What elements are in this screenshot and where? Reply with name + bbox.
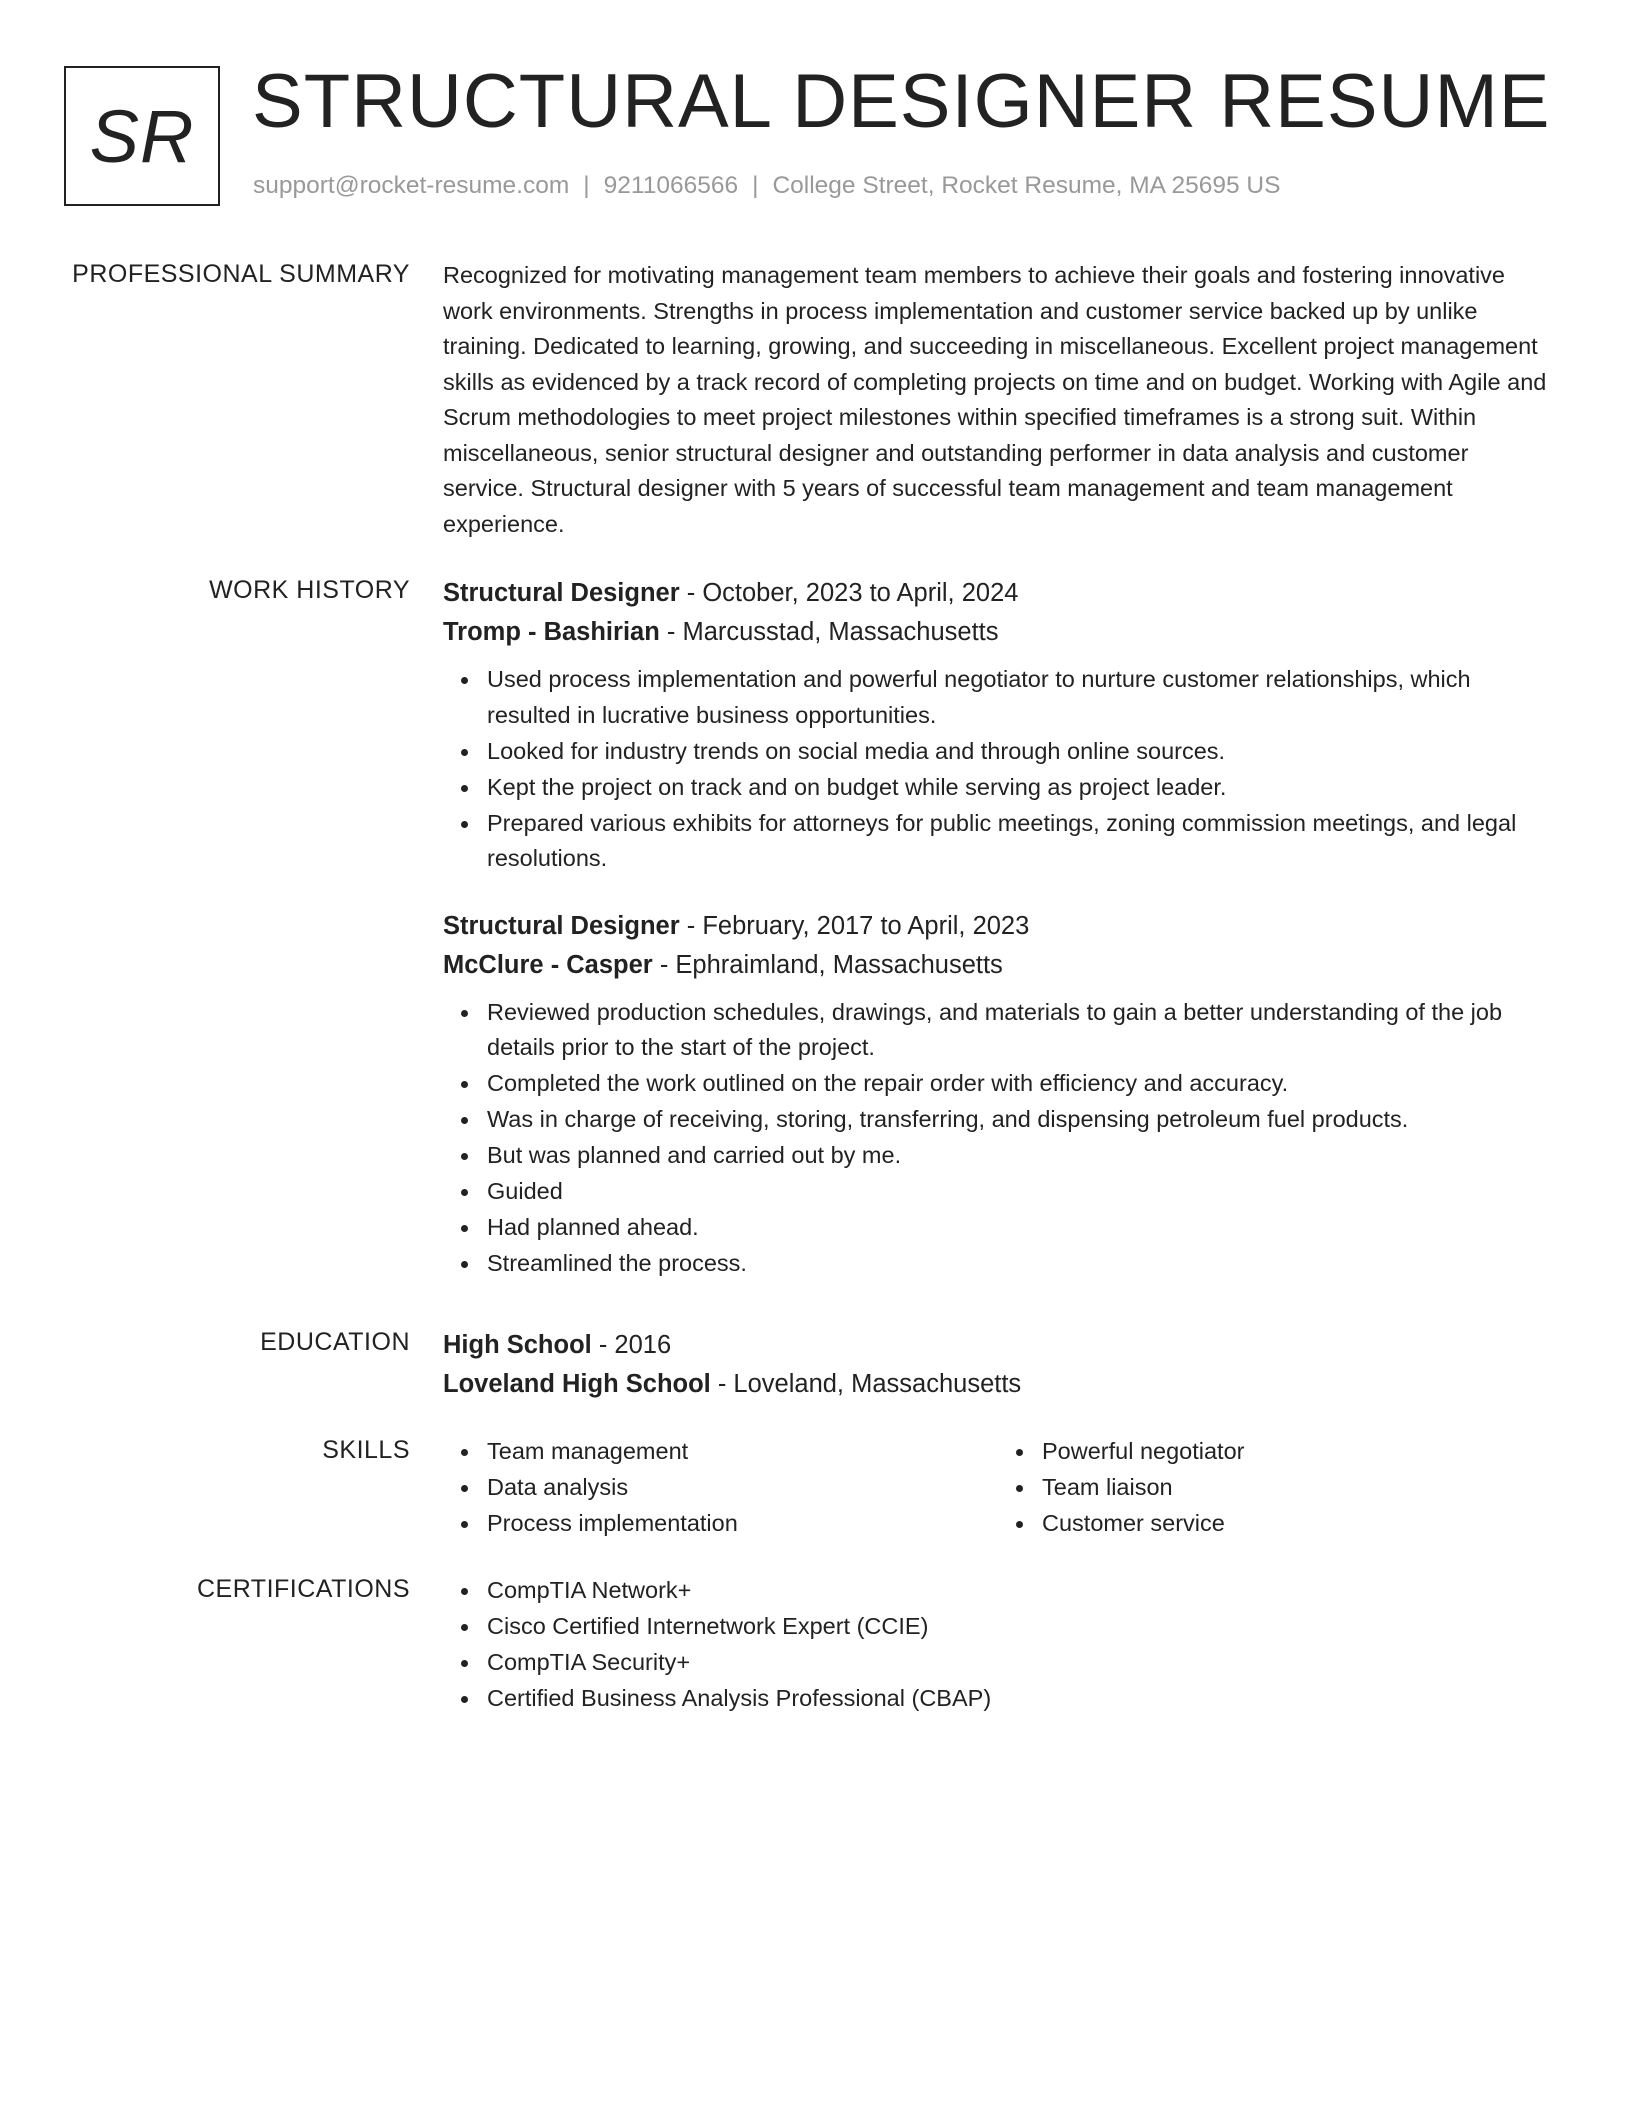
contact-phone: 9211066566 (603, 172, 739, 199)
job-dates: - October, 2023 to April, 2024 (679, 579, 1019, 607)
job-bullets (443, 662, 1553, 877)
skill-item: Team management (487, 1434, 998, 1470)
skill-item: Customer service (1042, 1506, 1553, 1542)
list-item: Streamlined the process. (487, 1246, 1553, 1282)
skills-body (443, 1434, 1553, 1542)
certification-item: CompTIA Security+ (487, 1645, 1553, 1681)
contact-line (253, 172, 1280, 200)
job-entry (443, 574, 1553, 877)
skill-item: Process implementation (487, 1506, 998, 1542)
job-title: Structural Designer (443, 579, 680, 607)
resume-title: STRUCTURAL DESIGNER RESUME (252, 59, 1551, 144)
job-company: McClure - Casper (443, 950, 653, 979)
list-item: Prepared various exhibits for attorneys for public meetings, zoning commission meetings, and legal resolutions. (487, 806, 1553, 877)
section-label-skills: SKILLS (322, 1436, 410, 1464)
section-label-certifications: CERTIFICATIONS (196, 1575, 410, 1603)
monogram-text: SR (89, 94, 195, 178)
list-item: Kept the project on track and on budget while serving as project leader. (487, 770, 1553, 806)
skill-item: Team liaison (1042, 1470, 1553, 1506)
skill-item: Data analysis (487, 1470, 998, 1506)
list-item: Completed the work outlined on the repair order with efficiency and accuracy. (487, 1066, 1553, 1102)
contact-separator: | (752, 172, 759, 199)
job-entry (443, 907, 1553, 1282)
summary-text: Recognized for motivating management team members to achieve their goals and fostering innovative work environments. Strengths in process implementation and customer service backed up by unlike training. Dedicated to learning, growing, and succeeding in miscellaneous. Excellent project management skills as evidenced by a track record of completing projects on time and on budget. Working with Agile and Scrum methodologies to meet project milestones within specified timeframes is a strong suit. Within miscellaneous, senior structural designer and outstanding performer in data analysis and customer service. Structural designer with 5 years of successful team management and team management experience. (443, 262, 1547, 537)
degree: High School (443, 1331, 592, 1359)
certification-item: Certified Business Analysis Professional (CBAP) (487, 1681, 1553, 1717)
school-name: Loveland High School (443, 1370, 711, 1398)
list-item: Guided (487, 1174, 1553, 1210)
job-company-line (443, 946, 1553, 985)
job-location: - Ephraimland, Massachusetts (652, 950, 1003, 979)
job-company: Tromp - Bashirian (443, 618, 660, 646)
job-title: Structural Designer (443, 911, 680, 940)
school-location: - Loveland, Massachusetts (710, 1370, 1022, 1398)
list-item: Looked for industry trends on social media and through online sources. (487, 734, 1553, 770)
section-label-education: EDUCATION (260, 1328, 410, 1356)
degree-year: - 2016 (591, 1331, 672, 1359)
job-title-line (443, 907, 1553, 946)
list-item: Reviewed production schedules, drawings, and materials to gain a better understanding of the job details prior to the start of the project. (487, 995, 1553, 1066)
certification-item: Cisco Certified Internetwork Expert (CCIE) (487, 1609, 1553, 1645)
skill-item: Powerful negotiator (1042, 1434, 1553, 1470)
section-label-summary: PROFESSIONAL SUMMARY (72, 260, 410, 288)
certification-item: CompTIA Network+ (487, 1573, 1553, 1609)
education-body (443, 1326, 1553, 1404)
monogram-badge (64, 66, 220, 206)
list-item: Was in charge of receiving, storing, transferring, and dispensing petroleum fuel products. (487, 1102, 1553, 1138)
certifications-list (443, 1573, 1553, 1717)
section-label-work-history: WORK HISTORY (209, 576, 410, 604)
list-item: But was planned and carried out by me. (487, 1138, 1553, 1174)
school-line (443, 1365, 1553, 1404)
job-bullets (443, 995, 1553, 1282)
job-dates: - February, 2017 to April, 2023 (679, 911, 1030, 940)
list-item: Had planned ahead. (487, 1210, 1553, 1246)
work-history-body (443, 574, 1553, 1282)
certifications-body (443, 1573, 1553, 1717)
skills-list-right (998, 1434, 1553, 1542)
job-title-line (443, 574, 1553, 613)
job-location: - Marcusstad, Massachusetts (659, 618, 999, 646)
list-item: Used process implementation and powerful negotiator to nurture customer relationships, which resulted in lucrative business opportunities. (487, 662, 1553, 733)
skills-list-left (443, 1434, 998, 1542)
contact-email: support@rocket-resume.com (253, 172, 570, 199)
degree-line (443, 1326, 1553, 1365)
job-company-line (443, 613, 1553, 652)
contact-separator: | (583, 172, 590, 199)
contact-address: College Street, Rocket Resume, MA 25695 US (772, 172, 1281, 199)
